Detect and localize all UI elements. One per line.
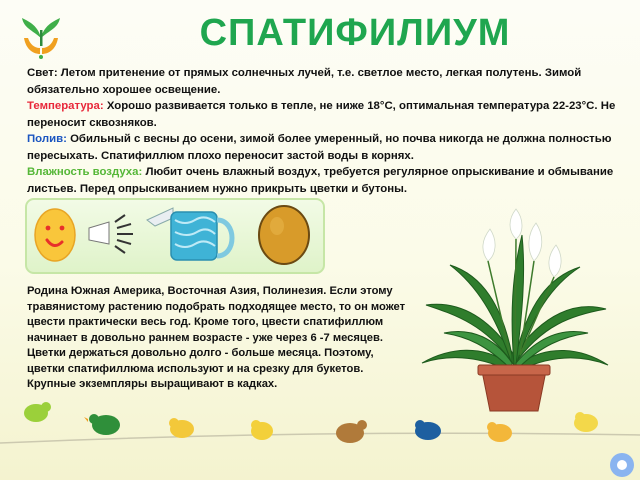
plant-description: Родина Южная Америка, Восточная Азия, Полинезия. Если этому травянистому растению подобрать подходящее место, то он может цвести практически весь год. Кроме того, цвести спатифиллюм начинает в довольно раннем возрасте - уже через 6 -7 месяцев. Цветки держаться довольно долго - больше месяца. Поэтому, цветки спатифиллюма используют и на срезку для букетов. Крупные экземпляры выращивают в кадках. xyxy=(27,285,406,390)
watering-paragraph xyxy=(27,131,625,164)
care-instructions xyxy=(27,65,625,197)
bird-icon-3 xyxy=(169,418,194,438)
sun-face-icon xyxy=(33,206,77,264)
bird-icon-2 xyxy=(84,414,120,435)
temperature-text: Хорошо развивается только в тепле, не ниже 18°С, оптимальная температура 22-23°С. Не переносит сквозняков. xyxy=(27,100,616,129)
temperature-paragraph xyxy=(27,98,625,131)
soil-ball-icon xyxy=(257,204,311,266)
humidity-text: Любит очень влажный воздух, требуется регулярное опрыскивание и обмывание листьев. Перед опрыскиванием нужно прикрыть цветки и бутоны. xyxy=(27,166,614,195)
spathiphyllum-plant-image xyxy=(416,205,612,415)
bird-icon-7 xyxy=(487,422,512,442)
bird-icon-4 xyxy=(251,420,273,440)
watering-text: Обильный с весны до осени, зимой более умеренный, но почва никогда не должна полностью пересыхать. Спатифиллюм плохо переносит застой воды в корнях. xyxy=(27,133,612,162)
watering-label: Полив: xyxy=(27,133,67,145)
light-label: Свет: xyxy=(27,67,58,79)
birds-decoration xyxy=(0,395,640,480)
bird-icon-6 xyxy=(415,420,441,440)
bird-icon-5 xyxy=(336,420,367,443)
light-paragraph xyxy=(27,65,625,98)
bird-icon-1 xyxy=(24,402,51,422)
bird-icon-8 xyxy=(574,412,598,432)
light-text: Летом притенение от прямых солнечных лучей, т.е. светлое место, легкая полутень. Зимой обязательно хорошее освещение. xyxy=(27,67,582,96)
temperature-label: Температура: xyxy=(27,100,104,112)
watering-can-icon xyxy=(145,206,237,266)
page-title: СПАТИФИЛИУМ xyxy=(199,12,511,54)
spray-icon xyxy=(87,212,145,256)
care-icons-panel xyxy=(25,198,325,274)
flower-icon xyxy=(610,453,634,477)
humidity-label: Влажность воздуха: xyxy=(27,166,143,178)
humidity-paragraph xyxy=(27,164,625,197)
